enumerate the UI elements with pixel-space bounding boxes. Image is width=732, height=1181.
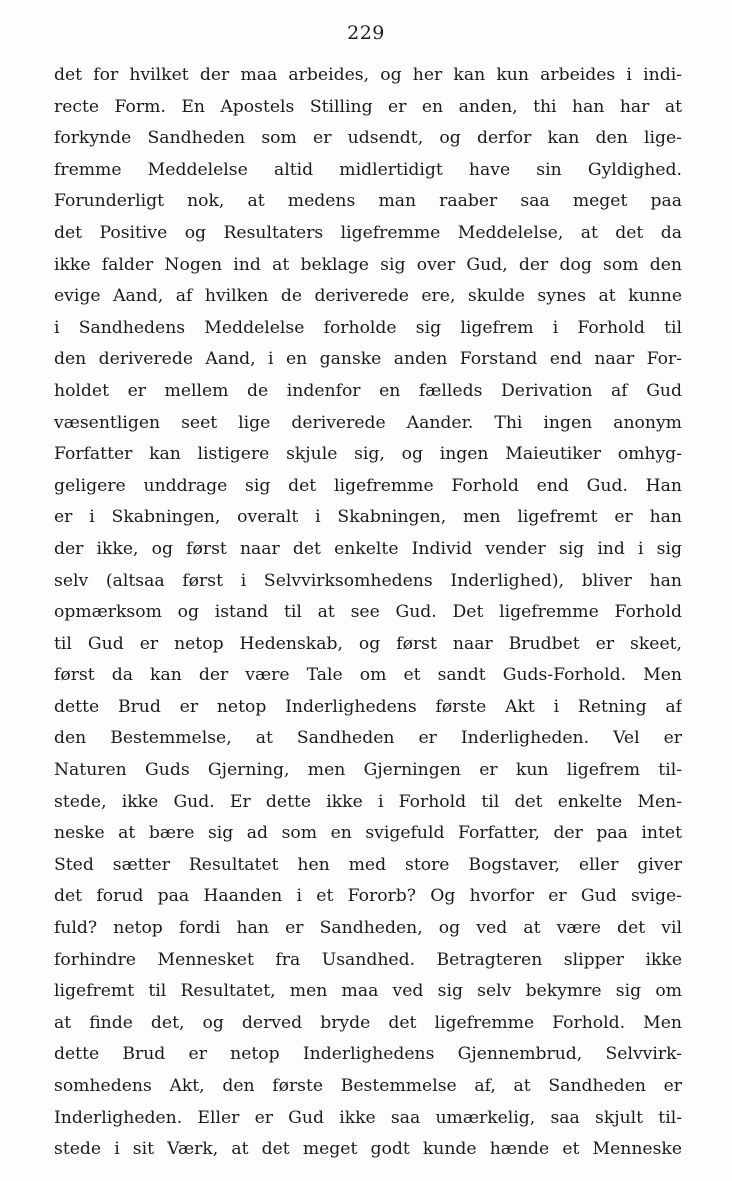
text-line: neske at bære sig ad som en svigefuld Forfatter, der paa intet <box>54 823 682 844</box>
text-line: Naturen Guds Gjerning, men Gjerningen er kun ligefrem til- <box>54 760 682 781</box>
text-line: selv (altsaa først i Selvvirksomhedens Inderlighed), bliver han <box>54 570 682 591</box>
text-line: Sted sætter Resultatet hen med store Bogstaver, eller giver <box>54 854 682 875</box>
text-line: opmærksom og istand til at see Gud. Det ligefremme Forhold <box>54 602 682 623</box>
text-line: stede, ikke Gud. Er dette ikke i Forhold til det enkelte Men- <box>54 791 682 812</box>
text-line: i Sandhedens Meddelelse forholde sig ligefrem i Forhold til <box>54 317 682 338</box>
text-line: forkynde Sandheden som er udsendt, og derfor kan den lige- <box>54 128 682 149</box>
text-line: dette Brud er netop Inderlighedens første Akt i Retning af <box>54 696 682 717</box>
text-line: fuld? netop fordi han er Sandheden, og ved at være det vil <box>54 918 682 939</box>
body-text <box>54 60 682 1166</box>
text-line: stede i sit Værk, at det meget godt kunde hænde et Menneske <box>54 1139 682 1160</box>
text-line: det Positive og Resultaters ligefremme Meddelelse, at det da <box>54 222 682 243</box>
text-line: der ikke, og først naar det enkelte Individ vender sig ind i sig <box>54 538 682 559</box>
text-line: at finde det, og derved bryde det ligefremme Forhold. Men <box>54 1012 682 1033</box>
text-line: forhindre Mennesket fra Usandhed. Betragteren slipper ikke <box>54 949 682 970</box>
text-line: Inderligheden. Eller er Gud ikke saa umærkelig, saa skjult til- <box>54 1107 682 1128</box>
text-line: somhedens Akt, den første Bestemmelse af, at Sandheden er <box>54 1076 682 1096</box>
text-line: geligere unddrage sig det ligefremme Forhold end Gud. Han <box>54 475 682 496</box>
text-line: først da kan der være Tale om et sandt Guds-Forhold. Men <box>54 665 682 686</box>
text-line: til Gud er netop Hedenskab, og først naar Brudbet er skeet, <box>54 633 682 654</box>
text-line: holdet er mellem de indenfor en fælleds Derivation af Gud <box>54 380 682 401</box>
text-line: Forfatter kan listigere skjule sig, og ingen Maieutiker omhyg- <box>54 444 682 465</box>
text-line: den deriverede Aand, i en ganske anden Forstand end naar For- <box>54 349 682 370</box>
text-line: ikke falder Nogen ind at beklage sig over Gud, der dog som den <box>54 254 682 275</box>
text-line: væsentligen seet lige deriverede Aander. Thi ingen anonym <box>54 412 682 433</box>
page-number: 229 <box>347 22 385 44</box>
text-line: er i Skabningen, overalt i Skabningen, men ligefremt er han <box>54 507 682 528</box>
text-line: evige Aand, af hvilken de deriverede ere, skulde synes at kunne <box>54 286 682 307</box>
text-line: recte Form. En Apostels Stilling er en anden, thi han har at <box>54 96 682 117</box>
text-line: ligefremt til Resultatet, men maa ved sig selv bekymre sig om <box>54 981 682 1002</box>
text-line: den Bestemmelse, at Sandheden er Inderligheden. Vel er <box>54 728 682 749</box>
text-line: det forud paa Haanden i et Fororb? Og hvorfor er Gud svige- <box>54 886 682 907</box>
text-line: fremme Meddelelse altid midlertidigt have sin Gyldighed. <box>54 159 682 180</box>
text-line: dette Brud er netop Inderlighedens Gjennembrud, Selvvirk- <box>54 1044 682 1065</box>
text-line: det for hvilket der maa arbeides, og her kan kun arbeides i indi- <box>54 65 682 85</box>
text-line: Forunderligt nok, at medens man raaber saa meget paa <box>54 191 682 212</box>
